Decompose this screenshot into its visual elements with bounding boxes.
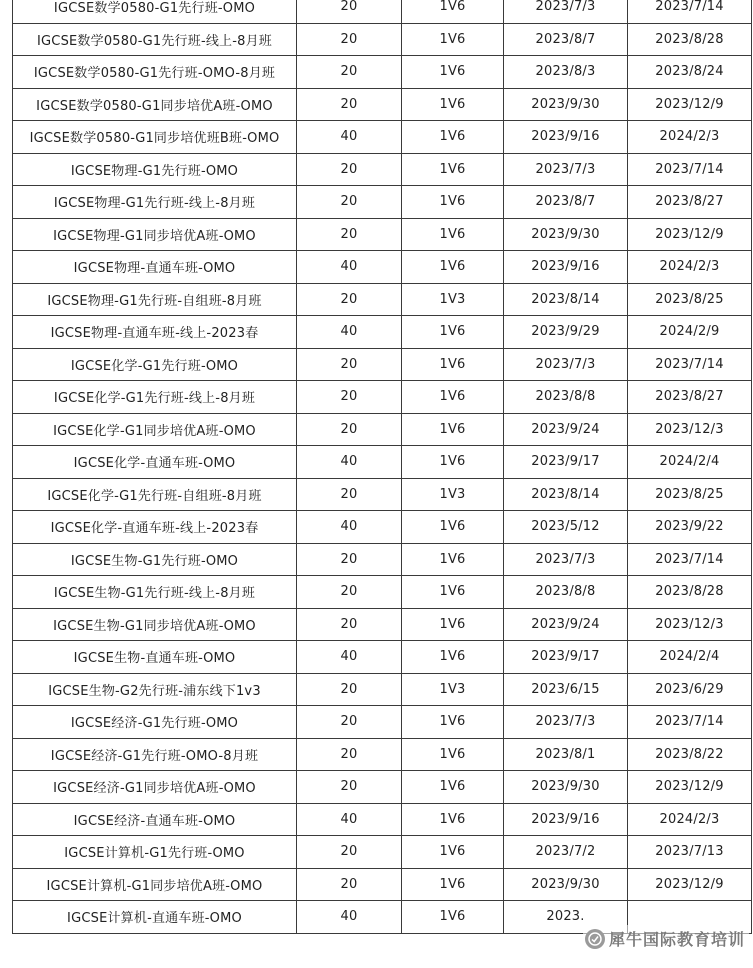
ratio-cell: 1V6 xyxy=(402,836,504,869)
end-date-cell: 2023/12/9 xyxy=(628,771,752,804)
ratio-cell: 1V6 xyxy=(402,576,504,609)
end-date-cell: 2024/2/3 xyxy=(628,803,752,836)
table-row xyxy=(13,153,752,186)
ratio-cell: 1V3 xyxy=(402,283,504,316)
course-name-cell: IGCSE计算机-G1先行班-OMO xyxy=(13,836,297,869)
class-size-cell: 40 xyxy=(297,803,402,836)
table-row xyxy=(13,576,752,609)
table-row xyxy=(13,218,752,251)
table-row xyxy=(13,381,752,414)
end-date-cell: 2023/7/14 xyxy=(628,0,752,23)
table-row xyxy=(13,56,752,89)
end-date-cell: 2023/9/22 xyxy=(628,511,752,544)
start-date-cell: 2023/7/2 xyxy=(504,836,628,869)
end-date-cell: 2024/2/4 xyxy=(628,446,752,479)
end-date-cell: 2023/8/28 xyxy=(628,23,752,56)
class-size-cell: 20 xyxy=(297,478,402,511)
end-date-cell: 2023/12/9 xyxy=(628,868,752,901)
start-date-cell: 2023/8/1 xyxy=(504,738,628,771)
end-date-cell: 2023/12/3 xyxy=(628,608,752,641)
class-size-cell: 20 xyxy=(297,706,402,739)
course-name-cell: IGCSE经济-G1同步培优A班-OMO xyxy=(13,771,297,804)
start-date-cell: 2023/8/7 xyxy=(504,23,628,56)
ratio-cell: 1V6 xyxy=(402,413,504,446)
table-row xyxy=(13,413,752,446)
start-date-cell: 2023/7/3 xyxy=(504,348,628,381)
ratio-cell: 1V6 xyxy=(402,641,504,674)
table-row xyxy=(13,478,752,511)
end-date-cell: 2023/8/25 xyxy=(628,478,752,511)
end-date-cell: 2024/2/3 xyxy=(628,121,752,154)
account-watermark xyxy=(583,925,749,952)
course-name-cell: IGCSE生物-G1同步培优A班-OMO xyxy=(13,608,297,641)
class-size-cell: 20 xyxy=(297,836,402,869)
table-row xyxy=(13,641,752,674)
ratio-cell: 1V6 xyxy=(402,23,504,56)
ratio-cell: 1V6 xyxy=(402,251,504,284)
ratio-cell: 1V6 xyxy=(402,381,504,414)
end-date-cell: 2024/2/3 xyxy=(628,251,752,284)
course-name-cell: IGCSE经济-G1先行班-OMO-8月班 xyxy=(13,738,297,771)
ratio-cell: 1V3 xyxy=(402,673,504,706)
ratio-cell: 1V6 xyxy=(402,543,504,576)
course-name-cell: IGCSE数学0580-G1先行班-线上-8月班 xyxy=(13,23,297,56)
table-row xyxy=(13,868,752,901)
start-date-cell: 2023/8/8 xyxy=(504,576,628,609)
course-name-cell: IGCSE化学-G1先行班-线上-8月班 xyxy=(13,381,297,414)
class-size-cell: 20 xyxy=(297,348,402,381)
course-name-cell: IGCSE生物-G1先行班-OMO xyxy=(13,543,297,576)
class-size-cell: 40 xyxy=(297,121,402,154)
course-name-cell: IGCSE物理-G1先行班-OMO xyxy=(13,153,297,186)
ratio-cell: 1V3 xyxy=(402,478,504,511)
class-size-cell: 20 xyxy=(297,738,402,771)
ratio-cell: 1V6 xyxy=(402,88,504,121)
start-date-cell: 2023/9/30 xyxy=(504,218,628,251)
start-date-cell: 2023. xyxy=(504,901,628,934)
ratio-cell: 1V6 xyxy=(402,0,504,23)
ratio-cell: 1V6 xyxy=(402,511,504,544)
course-name-cell: IGCSE数学0580-G1先行班-OMO xyxy=(13,0,297,23)
start-date-cell: 2023/8/14 xyxy=(504,478,628,511)
table-row xyxy=(13,186,752,219)
class-size-cell: 20 xyxy=(297,56,402,89)
start-date-cell: 2023/7/3 xyxy=(504,153,628,186)
table-row xyxy=(13,23,752,56)
course-name-cell: IGCSE化学-直通车班-OMO xyxy=(13,446,297,479)
table-row xyxy=(13,511,752,544)
course-name-cell: IGCSE生物-G2先行班-浦东线下1v3 xyxy=(13,673,297,706)
course-name-cell: IGCSE经济-G1先行班-OMO xyxy=(13,706,297,739)
start-date-cell: 2023/8/14 xyxy=(504,283,628,316)
class-size-cell: 20 xyxy=(297,0,402,23)
end-date-cell: 2023/12/3 xyxy=(628,413,752,446)
table-body xyxy=(13,0,752,933)
end-date-cell: 2023/8/28 xyxy=(628,576,752,609)
table-row xyxy=(13,673,752,706)
course-name-cell: IGCSE化学-G1先行班-自组班-8月班 xyxy=(13,478,297,511)
ratio-cell: 1V6 xyxy=(402,446,504,479)
class-size-cell: 20 xyxy=(297,673,402,706)
end-date-cell: 2023/7/14 xyxy=(628,153,752,186)
end-date-cell: 2023/7/13 xyxy=(628,836,752,869)
watermark-text: 犀牛国际教育培训 xyxy=(608,930,745,949)
table-row xyxy=(13,706,752,739)
wechat-channel-icon xyxy=(585,929,605,949)
start-date-cell: 2023/9/30 xyxy=(504,868,628,901)
class-size-cell: 20 xyxy=(297,413,402,446)
ratio-cell: 1V6 xyxy=(402,901,504,934)
table-row xyxy=(13,283,752,316)
table-row xyxy=(13,316,752,349)
course-name-cell: IGCSE化学-G1先行班-OMO xyxy=(13,348,297,381)
start-date-cell: 2023/7/3 xyxy=(504,543,628,576)
class-size-cell: 40 xyxy=(297,641,402,674)
ratio-cell: 1V6 xyxy=(402,771,504,804)
ratio-cell: 1V6 xyxy=(402,608,504,641)
course-name-cell: IGCSE计算机-G1同步培优A班-OMO xyxy=(13,868,297,901)
course-name-cell: IGCSE数学0580-G1先行班-OMO-8月班 xyxy=(13,56,297,89)
table-row xyxy=(13,348,752,381)
class-size-cell: 20 xyxy=(297,88,402,121)
start-date-cell: 2023/9/17 xyxy=(504,446,628,479)
table-row xyxy=(13,738,752,771)
class-size-cell: 20 xyxy=(297,868,402,901)
course-name-cell: IGCSE物理-G1先行班-线上-8月班 xyxy=(13,186,297,219)
ratio-cell: 1V6 xyxy=(402,316,504,349)
course-name-cell: IGCSE物理-G1同步培优A班-OMO xyxy=(13,218,297,251)
start-date-cell: 2023/6/15 xyxy=(504,673,628,706)
course-name-cell: IGCSE数学0580-G1同步培优班B班-OMO xyxy=(13,121,297,154)
end-date-cell: 2023/8/22 xyxy=(628,738,752,771)
class-size-cell: 20 xyxy=(297,153,402,186)
course-schedule-table xyxy=(12,0,752,934)
course-name-cell: IGCSE化学-G1同步培优A班-OMO xyxy=(13,413,297,446)
end-date-cell: 2023/6/29 xyxy=(628,673,752,706)
table-row xyxy=(13,543,752,576)
start-date-cell: 2023/9/30 xyxy=(504,88,628,121)
table-row xyxy=(13,771,752,804)
start-date-cell: 2023/9/16 xyxy=(504,121,628,154)
class-size-cell: 20 xyxy=(297,218,402,251)
end-date-cell: 2023/8/27 xyxy=(628,381,752,414)
ratio-cell: 1V6 xyxy=(402,121,504,154)
ratio-cell: 1V6 xyxy=(402,706,504,739)
start-date-cell: 2023/7/3 xyxy=(504,0,628,23)
class-size-cell: 20 xyxy=(297,381,402,414)
class-size-cell: 20 xyxy=(297,543,402,576)
course-name-cell: IGCSE经济-直通车班-OMO xyxy=(13,803,297,836)
course-name-cell: IGCSE物理-直通车班-OMO xyxy=(13,251,297,284)
end-date-cell: 2023/7/14 xyxy=(628,543,752,576)
ratio-cell: 1V6 xyxy=(402,218,504,251)
class-size-cell: 20 xyxy=(297,576,402,609)
end-date-cell: 2023/12/9 xyxy=(628,88,752,121)
table-row xyxy=(13,88,752,121)
table-row xyxy=(13,803,752,836)
start-date-cell: 2023/9/29 xyxy=(504,316,628,349)
class-size-cell: 40 xyxy=(297,511,402,544)
start-date-cell: 2023/9/24 xyxy=(504,608,628,641)
start-date-cell: 2023/8/8 xyxy=(504,381,628,414)
ratio-cell: 1V6 xyxy=(402,153,504,186)
class-size-cell: 20 xyxy=(297,283,402,316)
course-name-cell: IGCSE生物-直通车班-OMO xyxy=(13,641,297,674)
start-date-cell: 2023/7/3 xyxy=(504,706,628,739)
ratio-cell: 1V6 xyxy=(402,186,504,219)
course-name-cell: IGCSE生物-G1先行班-线上-8月班 xyxy=(13,576,297,609)
table-row xyxy=(13,836,752,869)
class-size-cell: 20 xyxy=(297,23,402,56)
class-size-cell: 40 xyxy=(297,901,402,934)
start-date-cell: 2023/5/12 xyxy=(504,511,628,544)
ratio-cell: 1V6 xyxy=(402,348,504,381)
end-date-cell: 2023/12/9 xyxy=(628,218,752,251)
class-size-cell: 40 xyxy=(297,446,402,479)
start-date-cell: 2023/9/30 xyxy=(504,771,628,804)
table-row xyxy=(13,0,752,23)
class-size-cell: 20 xyxy=(297,771,402,804)
class-size-cell: 40 xyxy=(297,251,402,284)
ratio-cell: 1V6 xyxy=(402,803,504,836)
class-size-cell: 20 xyxy=(297,608,402,641)
end-date-cell: 2024/2/4 xyxy=(628,641,752,674)
course-name-cell: IGCSE化学-直通车班-线上-2023春 xyxy=(13,511,297,544)
table-row xyxy=(13,608,752,641)
class-size-cell: 40 xyxy=(297,316,402,349)
start-date-cell: 2023/9/16 xyxy=(504,251,628,284)
course-name-cell: IGCSE物理-G1先行班-自组班-8月班 xyxy=(13,283,297,316)
start-date-cell: 2023/9/16 xyxy=(504,803,628,836)
ratio-cell: 1V6 xyxy=(402,868,504,901)
end-date-cell: 2023/8/25 xyxy=(628,283,752,316)
start-date-cell: 2023/9/17 xyxy=(504,641,628,674)
start-date-cell: 2023/8/3 xyxy=(504,56,628,89)
end-date-cell: 2023/7/14 xyxy=(628,706,752,739)
end-date-cell: 2023/7/14 xyxy=(628,348,752,381)
end-date-cell: 2024/2/9 xyxy=(628,316,752,349)
table-row xyxy=(13,446,752,479)
ratio-cell: 1V6 xyxy=(402,738,504,771)
course-name-cell: IGCSE计算机-直通车班-OMO xyxy=(13,901,297,934)
course-name-cell: IGCSE物理-直通车班-线上-2023春 xyxy=(13,316,297,349)
table-row xyxy=(13,121,752,154)
start-date-cell: 2023/9/24 xyxy=(504,413,628,446)
class-size-cell: 20 xyxy=(297,186,402,219)
table-row xyxy=(13,251,752,284)
start-date-cell: 2023/8/7 xyxy=(504,186,628,219)
course-name-cell: IGCSE数学0580-G1同步培优A班-OMO xyxy=(13,88,297,121)
end-date-cell: 2023/8/24 xyxy=(628,56,752,89)
ratio-cell: 1V6 xyxy=(402,56,504,89)
end-date-cell: 2023/8/27 xyxy=(628,186,752,219)
